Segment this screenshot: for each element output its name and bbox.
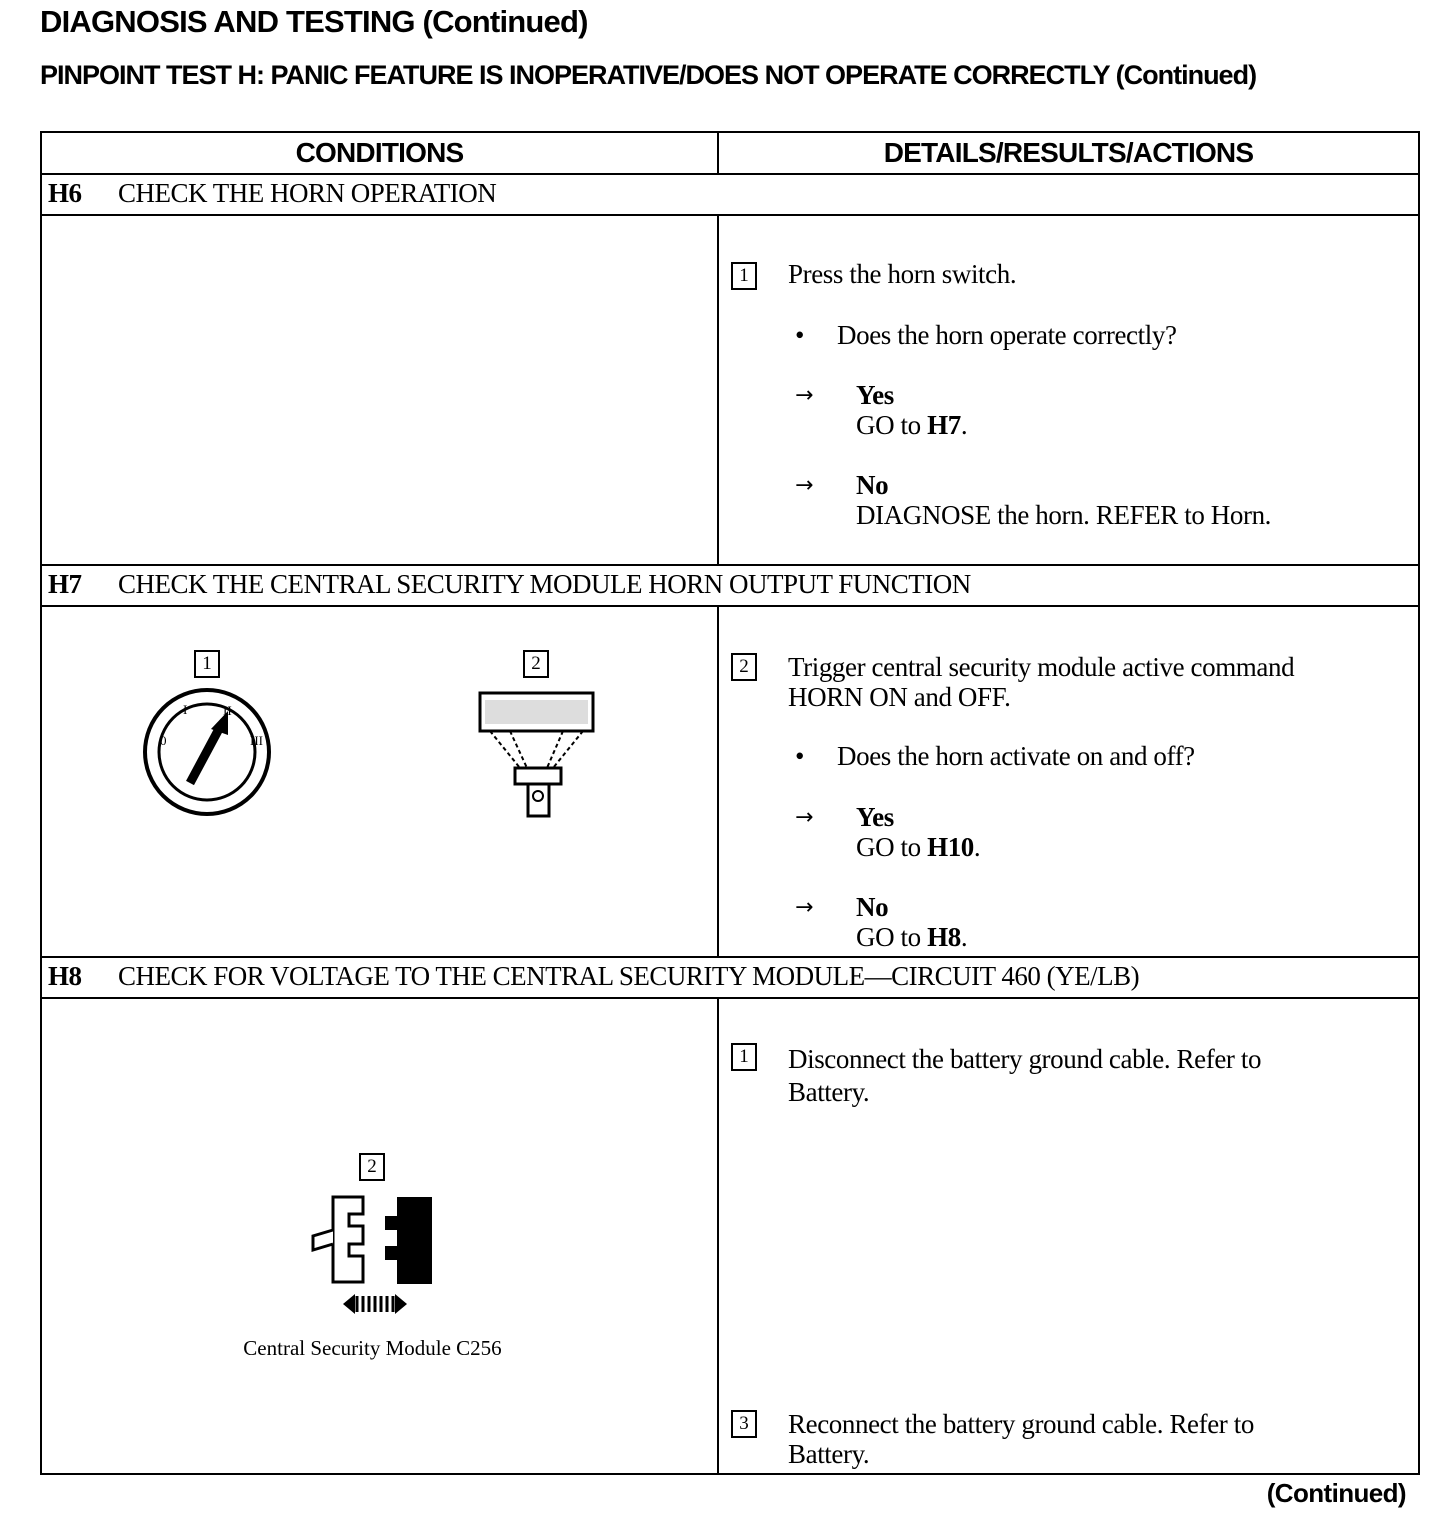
- arrow-right-icon: →: [795, 473, 814, 498]
- step-h6-title: CHECK THE HORN OPERATION: [118, 178, 497, 208]
- table-border-bottom: [40, 1473, 1420, 1475]
- h7-no-result: No GO to H8.: [856, 892, 968, 952]
- table-rule: [40, 997, 1420, 999]
- table-rule: [40, 956, 1420, 958]
- figure-label-box: 1: [194, 650, 220, 678]
- table-rule: [40, 214, 1420, 216]
- h8-step3-line1: Reconnect the battery ground cable. Refer to: [788, 1409, 1254, 1439]
- step-number-box: 1: [731, 262, 757, 290]
- h8-step1-line2: Battery.: [788, 1077, 870, 1107]
- pinpoint-test-title: PINPOINT TEST H: PANIC FEATURE IS INOPERATIVE/DOES NOT OPERATE CORRECTLY (Continued): [40, 60, 1257, 90]
- step-h8-heading: [48, 961, 1139, 992]
- column-divider: [717, 997, 719, 1475]
- h7-action-line1: Trigger central security module active command: [788, 652, 1295, 682]
- go-to-text: GO to: [856, 832, 928, 862]
- yes-label: Yes: [856, 380, 894, 410]
- step-h8-title: CHECK FOR VOLTAGE TO THE CENTRAL SECURITY MODULE—CIRCUIT 460 (YE/LB): [118, 961, 1140, 991]
- step-h6-heading: [48, 178, 496, 209]
- go-to-target: H10: [927, 832, 974, 862]
- h6-yes-result: Yes GO to H7.: [856, 380, 968, 440]
- step-h7-heading: [48, 569, 971, 600]
- figure-label-box: 2: [523, 650, 549, 678]
- table-rule: [40, 605, 1420, 607]
- go-to-text: GO to: [856, 410, 928, 440]
- step-h7-id: H7: [48, 569, 82, 599]
- table-border-right: [1418, 131, 1420, 1475]
- arrow-right-icon: →: [795, 383, 814, 408]
- arrow-right-icon: →: [795, 895, 814, 920]
- yes-label: Yes: [856, 802, 894, 832]
- step-h7-title: CHECK THE CENTRAL SECURITY MODULE HORN OUTPUT FUNCTION: [118, 569, 971, 599]
- step-number-box: 3: [731, 1410, 757, 1438]
- no-label: No: [856, 892, 889, 922]
- step-h8-id: H8: [48, 961, 82, 991]
- h6-no-result: [856, 470, 1271, 530]
- switch-position-3: III: [250, 733, 263, 748]
- column-divider: [717, 214, 719, 566]
- switch-position-1: I: [183, 702, 188, 717]
- step-number-box: 1: [731, 1043, 757, 1071]
- table-border-left: [40, 131, 42, 1475]
- scan-tool-icon: [475, 688, 600, 823]
- h6-question: Does the horn operate correctly?: [837, 320, 1177, 350]
- page-title: DIAGNOSIS AND TESTING (Continued): [40, 4, 588, 39]
- ignition-switch-icon: [140, 685, 275, 820]
- no-label: No: [856, 470, 889, 500]
- bullet-icon: •: [795, 320, 805, 350]
- h8-step3-line2: Battery.: [788, 1439, 870, 1469]
- h7-action: [788, 652, 1294, 712]
- column-header-conditions: CONDITIONS: [295, 137, 464, 168]
- switch-position-0: 0: [160, 733, 167, 748]
- h7-question: Does the horn activate on and off?: [837, 741, 1195, 771]
- column-header-details: DETAILS/RESULTS/ACTIONS: [883, 137, 1254, 168]
- connector-disconnect-icon: [305, 1192, 440, 1320]
- figure-caption: Central Security Module C256: [243, 1336, 502, 1360]
- table-rule: [40, 564, 1420, 566]
- h7-action-line2: HORN ON and OFF.: [788, 682, 1011, 712]
- h8-step1-line1: Disconnect the battery ground cable. Refer to: [788, 1044, 1262, 1074]
- go-to-text: GO to: [856, 922, 928, 952]
- continued-footer: (Continued): [1266, 1478, 1406, 1508]
- no-action-text: DIAGNOSE the horn. REFER to Horn.: [856, 500, 1272, 530]
- column-divider: [717, 605, 719, 958]
- figure-label-box: 2: [359, 1153, 385, 1181]
- arrow-right-icon: →: [795, 805, 814, 830]
- switch-position-2: II: [223, 703, 232, 718]
- h8-step1-action: [788, 1043, 1261, 1109]
- h7-yes-result: Yes GO to H10.: [856, 802, 981, 862]
- h6-action: Press the horn switch.: [788, 259, 1017, 289]
- go-to-target: H8: [927, 922, 961, 952]
- step-h6-id: H6: [48, 178, 82, 208]
- go-to-target: H7: [927, 410, 961, 440]
- step-number-box: 2: [731, 653, 757, 681]
- h8-step3-action: [788, 1409, 1254, 1469]
- bullet-icon: •: [795, 741, 805, 771]
